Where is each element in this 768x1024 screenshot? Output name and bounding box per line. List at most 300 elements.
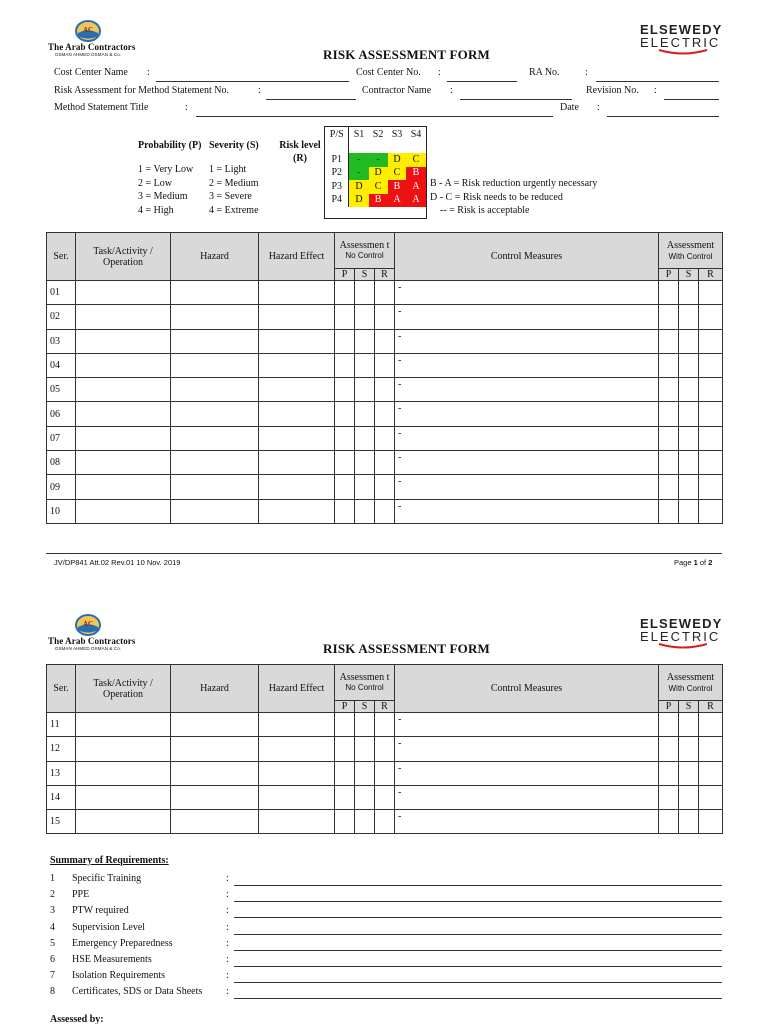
summary-item xyxy=(50,903,722,919)
col-r: R xyxy=(699,269,723,281)
table-cell[interactable] xyxy=(375,761,395,785)
col-assessment-with-control xyxy=(659,233,723,269)
matrix-cell: B xyxy=(388,180,407,194)
row-number: 08 xyxy=(47,451,76,475)
arab-contractors-logo-p2 xyxy=(48,614,136,651)
control-measures-cell[interactable]: - xyxy=(395,785,659,809)
table-cell[interactable] xyxy=(679,475,699,499)
method-statement-title-label: Method Statement Title xyxy=(54,102,149,113)
colon: : xyxy=(654,85,657,96)
table-cell[interactable] xyxy=(171,426,259,450)
table-cell[interactable] xyxy=(355,426,375,450)
table-cell[interactable] xyxy=(699,475,723,499)
row-number: 06 xyxy=(47,402,76,426)
colon: : xyxy=(585,67,588,78)
table-cell[interactable] xyxy=(335,353,355,377)
matrix-cell: A xyxy=(406,180,425,194)
no-control-label: No Control xyxy=(345,682,384,692)
arab-contractors-name: The Arab Contractors xyxy=(48,636,136,646)
table-cell[interactable] xyxy=(659,451,679,475)
table-cell[interactable] xyxy=(699,785,723,809)
summary-item-field[interactable] xyxy=(234,966,722,967)
table-cell[interactable] xyxy=(335,281,355,305)
table-cell[interactable] xyxy=(699,353,723,377)
table-cell[interactable] xyxy=(259,475,335,499)
table-cell[interactable] xyxy=(699,426,723,450)
table-cell[interactable] xyxy=(355,329,375,353)
matrix-cell: C xyxy=(369,180,388,194)
elsewedy-swoosh-icon xyxy=(658,643,708,650)
table-cell[interactable] xyxy=(679,761,699,785)
summary-item-field[interactable] xyxy=(234,885,722,886)
matrix-header-s4: S4 xyxy=(410,129,422,140)
table-cell[interactable] xyxy=(259,785,335,809)
row-number: 03 xyxy=(47,329,76,353)
table-cell[interactable] xyxy=(76,737,171,761)
table-cell[interactable] xyxy=(355,737,375,761)
table-cell[interactable] xyxy=(335,426,355,450)
col-task: Task/Activity / Operation xyxy=(76,233,171,281)
table-row xyxy=(47,810,723,834)
table-cell[interactable] xyxy=(171,378,259,402)
footer-divider xyxy=(46,553,722,554)
colon: : xyxy=(226,970,229,982)
table-cell[interactable] xyxy=(335,378,355,402)
table-cell[interactable] xyxy=(659,785,679,809)
table-cell[interactable] xyxy=(659,329,679,353)
table-cell[interactable] xyxy=(659,499,679,523)
method-statement-title-field[interactable] xyxy=(196,116,553,117)
table-cell[interactable] xyxy=(659,475,679,499)
table-cell[interactable] xyxy=(76,329,171,353)
colon: : xyxy=(226,986,229,998)
colon: : xyxy=(438,67,441,78)
table-cell[interactable] xyxy=(699,329,723,353)
colon: : xyxy=(226,921,229,933)
table-cell[interactable] xyxy=(335,305,355,329)
table-cell[interactable] xyxy=(679,785,699,809)
table-cell[interactable] xyxy=(171,499,259,523)
contractor-name-field[interactable] xyxy=(460,99,572,100)
table-row xyxy=(47,305,723,329)
control-measures-cell[interactable]: - xyxy=(395,378,659,402)
matrix-cell: D xyxy=(369,167,388,181)
control-measures-cell[interactable]: - xyxy=(395,713,659,737)
col-s: S xyxy=(355,269,375,281)
table-cell[interactable] xyxy=(259,810,335,834)
summary-item-field[interactable] xyxy=(234,934,722,935)
table-cell[interactable] xyxy=(659,378,679,402)
table-cell[interactable] xyxy=(355,378,375,402)
col-p: P xyxy=(659,701,679,713)
table-cell[interactable] xyxy=(679,499,699,523)
table-cell[interactable] xyxy=(375,785,395,809)
table-cell[interactable] xyxy=(375,426,395,450)
col-r: R xyxy=(375,701,395,713)
table-cell[interactable] xyxy=(76,378,171,402)
risk-table-page1 xyxy=(46,232,723,524)
col-assessment-no-control xyxy=(335,233,395,269)
table-cell[interactable] xyxy=(375,451,395,475)
table-cell[interactable] xyxy=(171,737,259,761)
table-cell[interactable] xyxy=(375,737,395,761)
page-number: Page 1 of 2 xyxy=(674,558,713,567)
row-number: 13 xyxy=(47,761,76,785)
matrix-header-s2: S2 xyxy=(372,129,384,140)
date-field[interactable] xyxy=(607,116,719,117)
table-cell[interactable] xyxy=(679,305,699,329)
table-cell[interactable] xyxy=(699,713,723,737)
control-measures-cell[interactable]: - xyxy=(395,281,659,305)
table-cell[interactable] xyxy=(375,499,395,523)
table-cell[interactable] xyxy=(375,475,395,499)
table-cell[interactable] xyxy=(679,810,699,834)
table-cell[interactable] xyxy=(355,402,375,426)
table-row xyxy=(47,281,723,305)
table-cell[interactable] xyxy=(171,761,259,785)
table-cell[interactable] xyxy=(171,281,259,305)
table-cell[interactable] xyxy=(335,499,355,523)
matrix-row-label: P4 xyxy=(325,194,349,208)
ra-method-statement-field[interactable] xyxy=(266,99,356,100)
col-hazard-effect: Hazard Effect xyxy=(259,233,335,281)
table-cell[interactable] xyxy=(375,713,395,737)
table-cell[interactable] xyxy=(335,451,355,475)
table-cell[interactable] xyxy=(659,426,679,450)
control-measures-cell[interactable]: - xyxy=(395,426,659,450)
table-row xyxy=(47,329,723,353)
table-cell[interactable] xyxy=(699,378,723,402)
summary-item-number: 6 xyxy=(50,953,55,965)
revision-no-label: Revision No. xyxy=(586,85,639,96)
col-p: P xyxy=(335,701,355,713)
matrix-header-p-s: P/S xyxy=(325,127,349,153)
summary-item xyxy=(50,952,722,968)
table-cell[interactable] xyxy=(171,329,259,353)
col-control-measures: Control Measures xyxy=(395,665,659,713)
severity-title: Severity (S) xyxy=(209,140,259,151)
ra-no-field[interactable] xyxy=(596,81,719,82)
summary-item-label: Certificates, SDS or Data Sheets xyxy=(72,986,203,998)
table-cell[interactable] xyxy=(679,737,699,761)
table-cell[interactable] xyxy=(76,713,171,737)
row-number: 01 xyxy=(47,281,76,305)
table-cell[interactable] xyxy=(679,713,699,737)
control-measures-cell[interactable]: - xyxy=(395,737,659,761)
table-cell[interactable] xyxy=(679,329,699,353)
svg-text:AC: AC xyxy=(82,620,94,628)
table-cell[interactable] xyxy=(659,713,679,737)
col-task: Task/Activity / Operation xyxy=(76,665,171,713)
summary-item-number: 8 xyxy=(50,986,55,998)
table-cell[interactable] xyxy=(335,810,355,834)
table-cell[interactable] xyxy=(259,426,335,450)
colon: : xyxy=(226,873,229,884)
table-cell[interactable] xyxy=(659,737,679,761)
table-cell[interactable] xyxy=(76,499,171,523)
table-cell[interactable] xyxy=(335,737,355,761)
elsewedy-line1: ELSEWEDY xyxy=(640,616,723,631)
table-cell[interactable] xyxy=(259,305,335,329)
table-cell[interactable] xyxy=(76,785,171,809)
summary-item xyxy=(50,871,722,887)
table-cell[interactable] xyxy=(375,810,395,834)
doc-reference: JV/DP841 Att.02 Rev.01 10 Nov. 2019 xyxy=(54,558,181,567)
risk-legend: B - A = Risk reduction urgently necessary D - C = Risk needs to be reduced -- = Risk is acceptable xyxy=(430,178,598,217)
colon: : xyxy=(450,85,453,96)
control-measures-cell[interactable]: - xyxy=(395,353,659,377)
matrix-cell: - xyxy=(349,167,369,181)
table-cell[interactable] xyxy=(699,281,723,305)
colon: : xyxy=(258,85,261,96)
table-cell[interactable] xyxy=(335,329,355,353)
table-cell[interactable] xyxy=(355,451,375,475)
cost-center-name-label: Cost Center Name xyxy=(54,67,128,78)
table-cell[interactable] xyxy=(375,402,395,426)
arab-contractors-sub: OSMAN AHMED OSMAN & Co. xyxy=(54,52,122,57)
table-cell[interactable] xyxy=(659,305,679,329)
table-cell[interactable] xyxy=(679,378,699,402)
table-cell[interactable] xyxy=(76,402,171,426)
summary-item-label: PPE xyxy=(72,889,90,901)
control-measures-cell[interactable]: - xyxy=(395,329,659,353)
revision-no-field[interactable] xyxy=(664,99,719,100)
table-cell[interactable] xyxy=(355,761,375,785)
table-row xyxy=(47,378,723,402)
matrix-row-label: P3 xyxy=(325,180,349,194)
assessed-by-label: Assessed by: xyxy=(50,1014,104,1024)
colon: : xyxy=(597,102,600,113)
table-cell[interactable] xyxy=(76,451,171,475)
table-cell[interactable] xyxy=(171,305,259,329)
with-control-label: With Control xyxy=(668,251,713,261)
table-cell[interactable] xyxy=(375,281,395,305)
assessment-label: Assessmen t xyxy=(339,239,390,251)
table-cell[interactable] xyxy=(699,737,723,761)
table-cell[interactable] xyxy=(679,451,699,475)
colon: : xyxy=(226,953,229,965)
risk-table-page2 xyxy=(46,664,723,834)
summary-item xyxy=(50,968,722,984)
matrix-cell: C xyxy=(388,167,407,181)
control-measures-cell[interactable]: - xyxy=(395,475,659,499)
page-title-p2: RISK ASSESSMENT FORM xyxy=(323,641,491,656)
arab-contractors-emblem-icon xyxy=(75,20,101,42)
table-row xyxy=(47,475,723,499)
table-cell[interactable] xyxy=(259,713,335,737)
row-number: 10 xyxy=(47,499,76,523)
table-cell[interactable] xyxy=(659,281,679,305)
assessment-label: Assessment xyxy=(666,239,715,251)
col-s: S xyxy=(355,701,375,713)
cost-center-no-field[interactable] xyxy=(447,81,517,82)
table-cell[interactable] xyxy=(375,305,395,329)
table-cell[interactable] xyxy=(699,305,723,329)
table-cell[interactable] xyxy=(699,761,723,785)
probability-list: 1 = Very Low 2 = Low 3 = Medium 4 = High xyxy=(138,164,194,217)
probability-title: Probability (P) xyxy=(138,140,202,151)
control-measures-cell[interactable]: - xyxy=(395,451,659,475)
table-cell[interactable] xyxy=(76,475,171,499)
colon: : xyxy=(226,937,229,949)
ra-method-statement-label: Risk Assessment for Method Statement No. xyxy=(54,85,229,96)
severity-list: 1 = Light 2 = Medium 3 = Severe 4 = Extreme xyxy=(209,164,259,217)
table-cell[interactable] xyxy=(355,499,375,523)
col-s: S xyxy=(679,701,699,713)
table-cell[interactable] xyxy=(171,713,259,737)
table-cell[interactable] xyxy=(171,402,259,426)
table-cell[interactable] xyxy=(699,810,723,834)
elsewedy-logo xyxy=(640,23,723,56)
table-cell[interactable] xyxy=(679,402,699,426)
summary-item-field[interactable] xyxy=(234,917,722,918)
summary-item-label: HSE Measurements xyxy=(72,953,152,965)
summary-item xyxy=(50,984,722,1000)
table-cell[interactable] xyxy=(76,761,171,785)
control-measures-cell[interactable]: - xyxy=(395,810,659,834)
table-cell[interactable] xyxy=(259,329,335,353)
table-cell[interactable] xyxy=(259,353,335,377)
table-cell[interactable] xyxy=(171,451,259,475)
table-cell[interactable] xyxy=(259,281,335,305)
no-control-label: No Control xyxy=(345,250,384,260)
table-row xyxy=(47,737,723,761)
summary-item xyxy=(50,887,722,903)
table-cell[interactable] xyxy=(679,426,699,450)
colon: : xyxy=(226,889,229,901)
table-cell[interactable] xyxy=(355,305,375,329)
table-cell[interactable] xyxy=(659,353,679,377)
col-hazard: Hazard xyxy=(171,665,259,713)
arab-contractors-emblem-icon xyxy=(75,614,101,636)
colon: : xyxy=(185,102,188,113)
colon: : xyxy=(147,67,150,78)
table-cell[interactable] xyxy=(171,475,259,499)
elsewedy-line1: ELSEWEDY xyxy=(640,22,723,37)
table-cell[interactable] xyxy=(259,761,335,785)
table-cell[interactable] xyxy=(355,713,375,737)
table-cell[interactable] xyxy=(699,402,723,426)
col-hazard: Hazard xyxy=(171,233,259,281)
table-cell[interactable] xyxy=(375,378,395,402)
table-cell[interactable] xyxy=(335,785,355,809)
table-cell[interactable] xyxy=(659,761,679,785)
table-cell[interactable] xyxy=(335,475,355,499)
assessment-label: Assessment xyxy=(666,671,715,683)
contractor-name-label: Contractor Name xyxy=(362,85,432,96)
with-control-label: With Control xyxy=(668,683,713,693)
col-s: S xyxy=(679,269,699,281)
table-cell[interactable] xyxy=(76,305,171,329)
table-cell[interactable] xyxy=(699,499,723,523)
table-cell[interactable] xyxy=(355,785,375,809)
summary-item-label: PTW required xyxy=(72,905,129,917)
table-cell[interactable] xyxy=(259,378,335,402)
table-cell[interactable] xyxy=(679,281,699,305)
summary-item xyxy=(50,920,722,936)
summary-item-field[interactable] xyxy=(234,901,722,902)
table-cell[interactable] xyxy=(171,785,259,809)
row-number: 07 xyxy=(47,426,76,450)
table-cell[interactable] xyxy=(259,402,335,426)
table-cell[interactable] xyxy=(335,713,355,737)
table-cell[interactable] xyxy=(699,451,723,475)
col-ser: Ser. xyxy=(47,233,76,281)
cost-center-name-field[interactable] xyxy=(156,81,349,82)
table-cell[interactable] xyxy=(335,402,355,426)
table-row xyxy=(47,451,723,475)
matrix-cell: B xyxy=(406,167,425,181)
col-hazard-effect: Hazard Effect xyxy=(259,665,335,713)
row-number: 09 xyxy=(47,475,76,499)
table-cell[interactable] xyxy=(375,329,395,353)
elsewedy-line2: ELECTRIC xyxy=(640,629,721,644)
col-p: P xyxy=(659,269,679,281)
elsewedy-swoosh-icon xyxy=(658,49,708,56)
summary-item-field[interactable] xyxy=(234,950,722,951)
col-assessment-no-control xyxy=(335,665,395,701)
control-measures-cell[interactable]: - xyxy=(395,402,659,426)
table-cell[interactable] xyxy=(355,353,375,377)
table-row xyxy=(47,353,723,377)
row-number: 05 xyxy=(47,378,76,402)
table-cell[interactable] xyxy=(76,810,171,834)
table-cell[interactable] xyxy=(335,761,355,785)
table-row xyxy=(47,761,723,785)
summary-item-field[interactable] xyxy=(234,998,722,999)
matrix-cell: A xyxy=(406,194,425,208)
table-cell[interactable] xyxy=(375,353,395,377)
risk-matrix xyxy=(324,126,427,219)
table-cell[interactable] xyxy=(259,499,335,523)
date-label: Date xyxy=(560,102,579,113)
elsewedy-logo-p2 xyxy=(640,617,723,650)
matrix-cell: A xyxy=(388,194,407,208)
table-cell[interactable] xyxy=(76,281,171,305)
table-cell[interactable] xyxy=(171,810,259,834)
svg-text:AC: AC xyxy=(82,26,94,34)
summary-item-number: 7 xyxy=(50,970,55,982)
cost-center-no-label: Cost Center No. xyxy=(356,67,421,78)
control-measures-cell[interactable]: - xyxy=(395,499,659,523)
matrix-cell: D xyxy=(349,180,369,194)
table-cell[interactable] xyxy=(259,737,335,761)
table-cell[interactable] xyxy=(259,451,335,475)
row-number: 15 xyxy=(47,810,76,834)
table-cell[interactable] xyxy=(355,475,375,499)
summary-item-number: 2 xyxy=(50,889,55,901)
table-row xyxy=(47,785,723,809)
table-cell[interactable] xyxy=(659,810,679,834)
table-cell[interactable] xyxy=(679,353,699,377)
table-cell[interactable] xyxy=(659,402,679,426)
matrix-cell: B xyxy=(369,194,388,208)
control-measures-cell[interactable]: - xyxy=(395,305,659,329)
table-cell[interactable] xyxy=(171,353,259,377)
row-number: 11 xyxy=(47,713,76,737)
control-measures-cell[interactable]: - xyxy=(395,761,659,785)
table-cell[interactable] xyxy=(76,426,171,450)
table-cell[interactable] xyxy=(355,281,375,305)
summary-item-number: 3 xyxy=(50,905,55,917)
summary-item-field[interactable] xyxy=(234,982,722,983)
col-r: R xyxy=(699,701,723,713)
table-cell[interactable] xyxy=(355,810,375,834)
row-number: 02 xyxy=(47,305,76,329)
colon: : xyxy=(226,905,229,917)
table-cell[interactable] xyxy=(76,353,171,377)
summary-item-label: Isolation Requirements xyxy=(72,970,166,982)
